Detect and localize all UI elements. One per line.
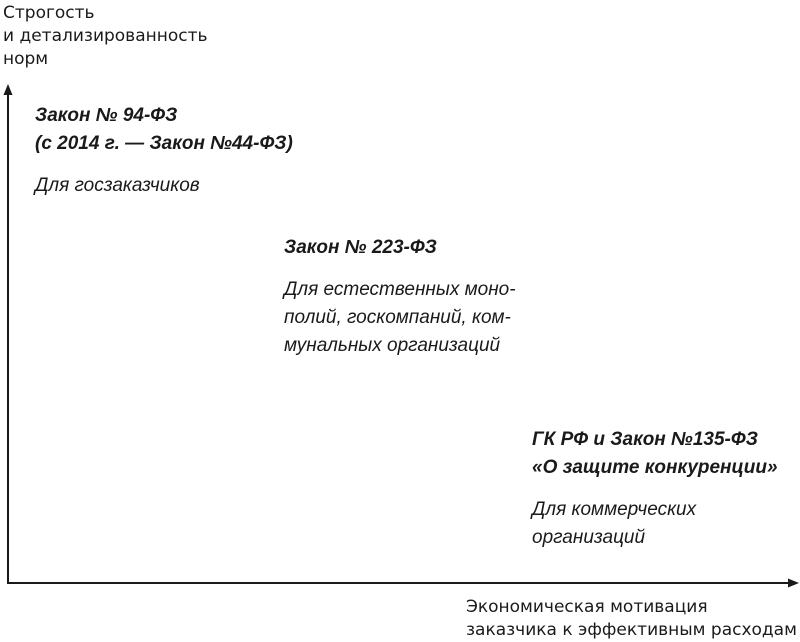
law-block-94-fz [35, 102, 293, 200]
x-axis-label: Экономическая мотивация заказчика к эффективным расходам [466, 597, 797, 640]
law-block-223-fz [284, 234, 516, 360]
law-description: Для естественных моно- полий, госкомпаний, ком- мунальных организаций [284, 279, 516, 356]
law-title: ГК РФ и Закон №135-ФЗ «О защите конкуренции» [532, 429, 778, 478]
law-title: Закон № 223-ФЗ [284, 237, 437, 258]
x-axis-arrow [788, 579, 799, 588]
law-title: Закон № 94-ФЗ (с 2014 г. — Закон №44-ФЗ) [35, 105, 293, 154]
y-axis-arrow [4, 84, 13, 95]
law-description: Для госзаказчиков [35, 175, 200, 196]
law-block-135-fz [532, 426, 778, 552]
law-description: Для коммерческих организаций [532, 499, 697, 548]
y-axis-label: Строгость и детализированность норм [3, 3, 208, 69]
